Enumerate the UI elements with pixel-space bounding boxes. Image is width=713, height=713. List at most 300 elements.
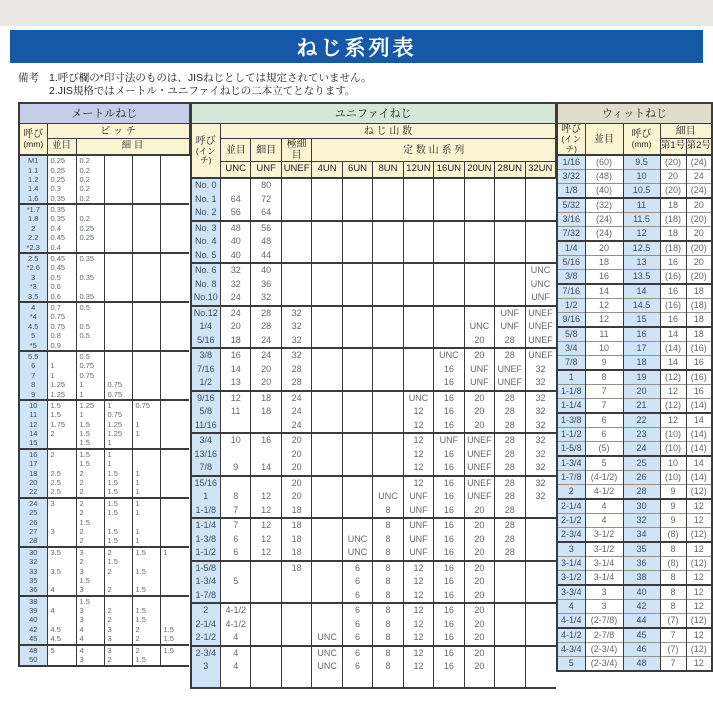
- value-cell: 16: [434, 391, 464, 406]
- value-cell: [160, 606, 189, 615]
- value-cell: [47, 351, 76, 361]
- value-cell: 28: [495, 504, 525, 519]
- value-cell: [281, 278, 311, 292]
- value-cell: 0.75: [132, 400, 160, 410]
- table-row: [19, 498, 189, 508]
- value-cell: [403, 193, 433, 207]
- value-cell: UNF: [403, 518, 433, 533]
- value-cell: [373, 235, 403, 249]
- value-cell: (14): [660, 342, 686, 356]
- value-cell: [132, 361, 160, 370]
- table-row: [191, 278, 556, 292]
- value-cell: 48: [221, 221, 251, 236]
- row-label: 3: [19, 273, 47, 282]
- row-label: 36: [19, 585, 47, 595]
- value-cell: [464, 178, 494, 193]
- value-cell: 12: [403, 660, 433, 674]
- value-cell: UNC: [525, 263, 555, 278]
- value-cell: [47, 518, 76, 527]
- value-cell: (12): [660, 370, 686, 385]
- value-cell: (24): [585, 227, 623, 242]
- value-cell: UNEF: [464, 476, 494, 491]
- value-cell: (14): [686, 428, 712, 442]
- row-label: M1: [19, 155, 47, 165]
- value-cell: 20: [464, 405, 494, 419]
- table-row: [191, 348, 556, 363]
- value-cell: [373, 376, 403, 391]
- thread-series-tables: [18, 102, 713, 689]
- value-cell: (10): [660, 442, 686, 457]
- value-cell: 1: [132, 420, 160, 429]
- value-cell: 1.5: [104, 536, 132, 546]
- value-cell: [312, 504, 342, 519]
- value-cell: 32: [221, 263, 251, 278]
- value-cell: 20: [464, 504, 494, 519]
- value-cell: 8: [373, 561, 403, 576]
- row-label: 13: [623, 256, 660, 270]
- row-label: 4: [557, 600, 585, 614]
- value-cell: [312, 235, 342, 249]
- row-label: 1-5/8: [557, 442, 585, 457]
- value-cell: 0.75: [47, 312, 76, 321]
- value-cell: 1.5: [132, 655, 160, 665]
- value-cell: 1.5: [76, 449, 104, 459]
- value-cell: 1.5: [132, 567, 160, 576]
- value-cell: 1.5: [76, 439, 104, 449]
- table-row: [19, 224, 189, 233]
- table-row: [19, 292, 189, 302]
- value-cell: 24: [221, 291, 251, 306]
- value-cell: 16: [434, 376, 464, 391]
- value-cell: [312, 320, 342, 334]
- row-label: 1.4: [19, 184, 47, 193]
- value-cell: [495, 249, 525, 264]
- value-cell: 8: [660, 585, 686, 600]
- value-cell: 12: [403, 405, 433, 419]
- value-cell: 0.75: [76, 371, 104, 380]
- value-cell: [221, 561, 251, 576]
- value-cell: 5: [585, 456, 623, 471]
- value-cell: [434, 206, 464, 221]
- value-cell: 4: [585, 499, 623, 514]
- value-cell: [312, 575, 342, 589]
- table-row: [191, 618, 556, 632]
- value-cell: 3-1/4: [585, 571, 623, 586]
- value-cell: 24: [221, 306, 251, 321]
- value-cell: 12: [403, 603, 433, 618]
- value-cell: [160, 439, 189, 449]
- row-label: 5: [19, 331, 47, 340]
- value-cell: 24: [251, 334, 281, 349]
- value-cell: 28: [495, 476, 525, 491]
- value-cell: [525, 221, 555, 236]
- value-cell: 0.6: [47, 282, 76, 291]
- value-cell: 16: [434, 419, 464, 434]
- value-cell: 3: [585, 600, 623, 614]
- row-label: 48: [19, 645, 47, 655]
- value-cell: 12: [251, 533, 281, 547]
- value-cell: 12: [221, 391, 251, 406]
- value-cell: 32: [281, 320, 311, 334]
- row-label: 42: [623, 600, 660, 614]
- whitworth-call-header: [557, 124, 585, 156]
- value-cell: [160, 371, 189, 380]
- row-label: No. 4: [191, 235, 221, 249]
- value-cell: [132, 518, 160, 527]
- value-cell: [160, 166, 189, 175]
- value-cell: [312, 589, 342, 604]
- value-cell: [342, 320, 372, 334]
- value-cell: 2: [132, 634, 160, 644]
- table-row: [19, 361, 189, 370]
- table-row: [19, 273, 189, 282]
- value-cell: [525, 660, 555, 674]
- row-label: 20: [623, 385, 660, 399]
- table-row: [557, 227, 712, 242]
- value-cell: 16: [434, 575, 464, 589]
- row-label: 5/8: [191, 405, 221, 419]
- value-cell: [221, 589, 251, 604]
- table-row: [191, 206, 556, 221]
- value-cell: 8: [373, 575, 403, 589]
- value-cell: [160, 282, 189, 291]
- row-label: 3/16: [557, 213, 585, 227]
- value-cell: [160, 380, 189, 389]
- table-row: [191, 334, 556, 349]
- value-cell: 18: [686, 327, 712, 342]
- value-cell: (12): [686, 557, 712, 571]
- table-row: [19, 439, 189, 449]
- col-32un: 32UN: [525, 162, 555, 179]
- row-label: 1/16: [557, 155, 585, 170]
- value-cell: 32: [525, 433, 555, 448]
- row-label: 11: [623, 198, 660, 213]
- value-cell: [495, 589, 525, 604]
- value-cell: [132, 439, 160, 449]
- value-cell: 1: [104, 449, 132, 459]
- value-cell: 8: [660, 542, 686, 557]
- value-cell: 1.5: [76, 420, 104, 429]
- value-cell: 6: [221, 546, 251, 561]
- value-cell: 16: [434, 504, 464, 519]
- table-row: [191, 561, 556, 576]
- table-row: [19, 243, 189, 253]
- value-cell: 16: [434, 589, 464, 604]
- value-cell: [160, 292, 189, 302]
- value-cell: 12: [403, 476, 433, 491]
- value-cell: [525, 674, 555, 689]
- value-cell: [160, 184, 189, 193]
- value-cell: 32: [525, 419, 555, 434]
- value-cell: 32: [281, 348, 311, 363]
- value-cell: UNC: [342, 546, 372, 561]
- row-label: 2-3/4: [191, 646, 221, 661]
- value-cell: [132, 322, 160, 331]
- table-row: [19, 380, 189, 389]
- value-cell: 0.25: [47, 175, 76, 184]
- value-cell: 18: [251, 405, 281, 419]
- value-cell: [373, 320, 403, 334]
- row-label: 1-1/2: [557, 428, 585, 442]
- value-cell: 2: [47, 449, 76, 459]
- row-label: 25: [19, 508, 47, 517]
- value-cell: 28: [495, 348, 525, 363]
- value-cell: [403, 278, 433, 292]
- table-row: [191, 263, 556, 278]
- value-cell: [160, 263, 189, 272]
- unified-coarse-header: 並目: [221, 139, 251, 162]
- value-cell: 3: [47, 498, 76, 508]
- value-cell: [251, 448, 281, 462]
- row-label: 18: [19, 469, 47, 478]
- table-row: [557, 571, 712, 586]
- value-cell: 0.75: [104, 390, 132, 400]
- value-cell: 40: [221, 249, 251, 264]
- row-label: 32: [19, 557, 47, 566]
- row-label: 1.2: [19, 175, 47, 184]
- unified-fine-header: 細目: [251, 139, 281, 162]
- row-label: *5: [19, 341, 47, 351]
- row-label: 38: [19, 596, 47, 606]
- value-cell: 12: [686, 571, 712, 586]
- value-cell: [312, 419, 342, 434]
- value-cell: [132, 596, 160, 606]
- row-label: 22: [19, 487, 47, 497]
- value-cell: 6: [342, 561, 372, 576]
- value-cell: 1.5: [132, 547, 160, 557]
- value-cell: 1: [160, 547, 189, 557]
- row-label: 14: [19, 429, 47, 438]
- whitworth-no2-header: 第2号: [686, 139, 712, 156]
- value-cell: [104, 253, 132, 263]
- table-row: [19, 557, 189, 566]
- value-cell: [132, 341, 160, 351]
- value-cell: 20: [281, 490, 311, 504]
- value-cell: 2: [104, 585, 132, 595]
- value-cell: [434, 291, 464, 306]
- value-cell: 0.5: [76, 351, 104, 361]
- value-cell: 16: [434, 546, 464, 561]
- value-cell: (18): [686, 299, 712, 313]
- table-row: [19, 487, 189, 497]
- value-cell: [403, 263, 433, 278]
- value-cell: 12: [403, 618, 433, 632]
- value-cell: 16: [585, 270, 623, 285]
- value-cell: 4.5: [47, 634, 76, 644]
- table-row: [19, 508, 189, 517]
- value-cell: [160, 351, 189, 361]
- value-cell: [251, 603, 281, 618]
- value-cell: 20: [281, 461, 311, 476]
- value-cell: [160, 224, 189, 233]
- value-cell: 1.5: [76, 429, 104, 438]
- value-cell: 10: [660, 456, 686, 471]
- metric-call-unit: (mm): [23, 139, 44, 150]
- row-label: 38: [623, 571, 660, 586]
- value-cell: [132, 312, 160, 321]
- row-label: 1: [557, 370, 585, 385]
- value-cell: [281, 193, 311, 207]
- value-cell: 12: [686, 542, 712, 557]
- value-cell: [342, 448, 372, 462]
- row-label: 4-1/4: [557, 614, 585, 629]
- value-cell: 2: [132, 625, 160, 634]
- row-label: *2.6: [19, 263, 47, 272]
- value-cell: 1.25: [104, 429, 132, 438]
- value-cell: 2: [132, 645, 160, 655]
- value-cell: 4-1/2: [585, 485, 623, 500]
- value-cell: 6: [585, 428, 623, 442]
- value-cell: (2-3/4): [585, 657, 623, 672]
- value-cell: [160, 341, 189, 351]
- row-label: 1-3/8: [557, 413, 585, 428]
- value-cell: 28: [495, 419, 525, 434]
- value-cell: [342, 674, 372, 689]
- row-label: 24: [19, 498, 47, 508]
- table-row: [191, 221, 556, 236]
- value-cell: (14): [686, 442, 712, 457]
- value-cell: 1: [47, 361, 76, 370]
- value-cell: 4: [585, 514, 623, 528]
- value-cell: 20: [464, 533, 494, 547]
- value-cell: [132, 459, 160, 468]
- value-cell: 2: [76, 498, 104, 508]
- value-cell: [373, 419, 403, 434]
- value-cell: [312, 603, 342, 618]
- value-cell: 18: [281, 546, 311, 561]
- table-row: [19, 469, 189, 478]
- table-row: [19, 302, 189, 312]
- table-row: [191, 504, 556, 519]
- value-cell: [495, 193, 525, 207]
- table-row: [191, 376, 556, 391]
- value-cell: 16: [434, 618, 464, 632]
- value-cell: [342, 291, 372, 306]
- value-cell: 1: [76, 390, 104, 400]
- value-cell: [495, 206, 525, 221]
- value-cell: 6: [342, 589, 372, 604]
- value-cell: [47, 508, 76, 517]
- value-cell: [342, 518, 372, 533]
- value-cell: 1: [47, 371, 76, 380]
- row-label: 2-1/2: [191, 631, 221, 646]
- value-cell: 64: [221, 193, 251, 207]
- row-label: 2-1/4: [557, 499, 585, 514]
- table-row: [557, 514, 712, 528]
- value-cell: [495, 221, 525, 236]
- table-row: [19, 536, 189, 546]
- value-cell: (16): [660, 299, 686, 313]
- row-label: 6: [19, 361, 47, 370]
- value-cell: UNF: [464, 376, 494, 391]
- value-cell: [281, 618, 311, 632]
- value-cell: 5: [221, 575, 251, 589]
- row-label: 4: [19, 302, 47, 312]
- value-cell: 3: [76, 655, 104, 665]
- value-cell: [251, 561, 281, 576]
- value-cell: [312, 363, 342, 377]
- value-cell: 4: [221, 660, 251, 674]
- metric-thread-table: [18, 102, 190, 666]
- value-cell: 20: [281, 433, 311, 448]
- value-cell: UNF: [403, 546, 433, 561]
- value-cell: 5: [47, 645, 76, 655]
- value-cell: [525, 206, 555, 221]
- value-cell: 14: [585, 284, 623, 299]
- value-cell: [312, 618, 342, 632]
- value-cell: (20): [686, 241, 712, 256]
- value-cell: 6: [342, 646, 372, 661]
- value-cell: [160, 469, 189, 478]
- value-cell: [132, 215, 160, 224]
- value-cell: 20: [464, 546, 494, 561]
- table-row: [557, 385, 712, 399]
- value-cell: [160, 400, 189, 410]
- value-cell: 8: [221, 490, 251, 504]
- row-label: 1-3/4: [191, 575, 221, 589]
- value-cell: 3: [76, 606, 104, 615]
- row-label: No. 2: [191, 206, 221, 221]
- value-cell: 2: [76, 536, 104, 546]
- table-row: [19, 194, 189, 204]
- value-cell: [160, 498, 189, 508]
- value-cell: 12: [403, 646, 433, 661]
- value-cell: [160, 420, 189, 429]
- value-cell: 1.5: [104, 557, 132, 566]
- value-cell: 3: [76, 585, 104, 595]
- value-cell: (18): [660, 213, 686, 227]
- value-cell: (18): [660, 241, 686, 256]
- row-label: 45: [623, 628, 660, 643]
- value-cell: [312, 433, 342, 448]
- value-cell: [104, 292, 132, 302]
- value-cell: UNC: [464, 320, 494, 334]
- unified-call-label: 呼び: [195, 135, 216, 147]
- row-label: 1-5/8: [191, 561, 221, 576]
- row-label: 15: [623, 313, 660, 328]
- value-cell: 2: [76, 469, 104, 478]
- row-label: No. 1: [191, 193, 221, 207]
- value-cell: [132, 576, 160, 585]
- value-cell: 40: [221, 235, 251, 249]
- value-cell: 3-1/2: [585, 528, 623, 543]
- value-cell: [373, 306, 403, 321]
- value-cell: [160, 596, 189, 606]
- value-cell: (8): [660, 557, 686, 571]
- value-cell: 7: [660, 657, 686, 672]
- row-label: 1.8: [19, 215, 47, 224]
- value-cell: UNC: [312, 646, 342, 661]
- value-cell: (2-7/8): [585, 614, 623, 629]
- value-cell: [104, 282, 132, 291]
- col-unef: UNEF: [281, 162, 311, 179]
- value-cell: [525, 618, 555, 632]
- value-cell: 1.5: [47, 410, 76, 419]
- value-cell: (24): [686, 184, 712, 199]
- table-row: [557, 585, 712, 600]
- value-cell: 18: [660, 227, 686, 242]
- row-label: 13/16: [191, 448, 221, 462]
- value-cell: 28: [495, 405, 525, 419]
- value-cell: [281, 631, 311, 646]
- row-label: 1/2: [557, 299, 585, 313]
- value-cell: [434, 674, 464, 689]
- row-label: 9/16: [191, 391, 221, 406]
- value-cell: [47, 596, 76, 606]
- value-cell: UNEF: [464, 461, 494, 476]
- value-cell: 2: [76, 527, 104, 536]
- value-cell: [464, 221, 494, 236]
